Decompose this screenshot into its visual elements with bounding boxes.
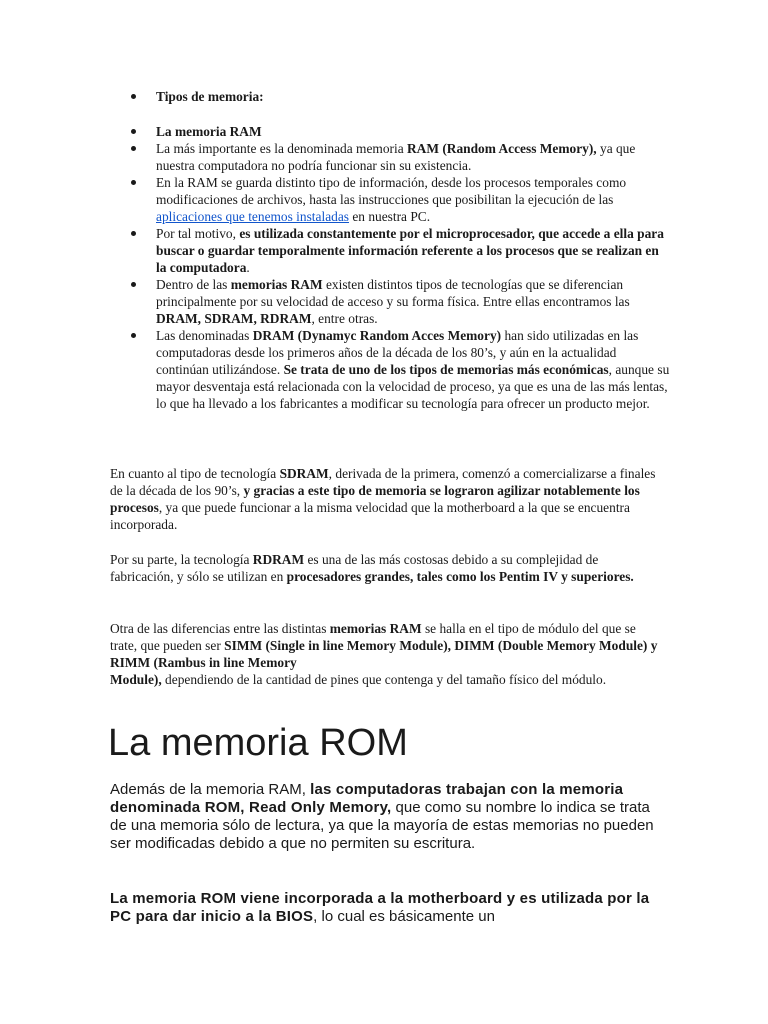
ram-heading: La memoria RAM [156,124,262,139]
text: Además de la memoria RAM, [110,781,311,798]
bold-text: SDRAM [279,466,329,481]
bold-text: las computadoras trabajan con la memoria denominada ROM, Read Only Memory, [110,781,624,816]
bullet-icon [131,146,136,151]
rdram-paragraph [110,551,658,585]
bold-text: procesadores grandes, tales como los Pentim IV y superiores. [286,569,634,584]
bullet-icon [131,231,136,236]
bold-text: RDRAM [252,552,305,567]
rom-heading: La memoria ROM [108,722,408,764]
text: en nuestra PC. [348,209,431,224]
bold-text: es utilizada constantemente por el microprocesador, que accede a ella para buscar o guardar temporalmente información referente a los procesos que se realizan en la computadora [156,226,664,275]
bold-text: y gracias a este tipo de memoria se lograron agilizar notablemente los procesos [110,483,640,515]
bullet-icon [131,94,136,99]
text: , aunque su mayor desventaja está relacionada con la velocidad de proceso, ya que es una de las más lentas, lo que ha llevado a los fabricantes a modificar su tecnología para ofrecer un producto mejor. [156,362,670,411]
list-item [131,88,671,105]
bold-text: DRAM (Dynamyc Random Acces Memory) [252,328,502,343]
bold-text: memorias RAM [230,277,323,292]
text: Otra de las diferencias entre las distintas [110,621,330,636]
text: han sido utilizadas en las computadoras desde los primeros años de la década de los 80’s, y aún en la actualidad continúan utilizándose. [156,328,639,377]
ram-list [131,123,671,412]
list-item [131,276,671,327]
bold-text: Se trata de uno de los tipos de memorias más económicas [283,362,609,377]
bold-text: Module), [110,672,162,687]
text: La más importante es la denominada memoria [156,141,407,156]
rom-paragraph-2 [110,890,658,926]
text: Por tal motivo, [156,226,240,241]
text: dependiendo de la cantidad de pines que contenga y del tamaño físico del módulo. [161,672,607,687]
tipos-heading: Tipos de memoria: [156,89,264,104]
bold-text: DRAM, SDRAM, RDRAM [156,311,312,326]
text: es una de las más costosas debido a su complejidad de fabricación, y sólo se utilizan en [110,552,599,584]
list-item [131,123,671,140]
bullet-icon [131,333,136,338]
bullet-icon [131,282,136,287]
text: ya que nuestra computadora no podría funcionar sin su existencia. [156,141,636,173]
bold-text: La memoria ROM viene incorporada a la motherboard y es utilizada por la PC para dar inicio a la BIOS [110,890,650,925]
tipos-list [131,88,671,105]
text: , entre otras. [311,311,378,326]
bullet-icon [131,180,136,185]
bold-text: RAM (Random Access Memory), [407,141,597,156]
text: existen distintos tipos de tecnologías que se diferencian principalmente por su velocidad de acceso y su forma física. Entre ellas encontramos las [156,277,630,309]
text: Por su parte, la tecnología [110,552,253,567]
text: que como su nombre lo indica se trata de una memoria sólo de lectura, ya que la mayoría de estas memorias no pueden ser modificadas debido a que no permiten su escritura. [110,799,654,852]
modulos-paragraph [110,620,658,688]
text: En cuanto al tipo de tecnología [110,466,280,481]
bullet-icon [131,129,136,134]
aplicaciones-link[interactable]: aplicaciones que tenemos instaladas [156,209,349,224]
list-item [131,140,671,174]
bold-text: SIMM (Single in line Memory Module), DIMM (Double Memory Module) y RIMM (Rambus in line Memory [110,638,658,670]
text: se halla en el tipo de módulo del que se trate, que pueden ser [110,621,636,653]
text: , lo cual es básicamente un [313,908,495,925]
list-item [131,225,671,276]
text: Las denominadas [156,328,253,343]
text: , derivada de la primera, comenzó a comercializarse a finales de la década de los 90’s, [110,466,656,498]
text: , ya que puede funcionar a la misma velocidad que la motherboard a la que se encuentra incorporada. [110,500,630,532]
bold-text: memorias RAM [329,621,422,636]
list-item [131,174,671,225]
text: En la RAM se guarda distinto tipo de información, desde los procesos temporales como modificaciones de archivos, hasta las instrucciones que posibilitan la ejecución de las [156,175,627,207]
text: Dentro de las [156,277,231,292]
list-item [131,327,671,412]
sdram-paragraph [110,465,658,533]
text: . [246,260,250,275]
rom-paragraph-1 [110,781,658,853]
